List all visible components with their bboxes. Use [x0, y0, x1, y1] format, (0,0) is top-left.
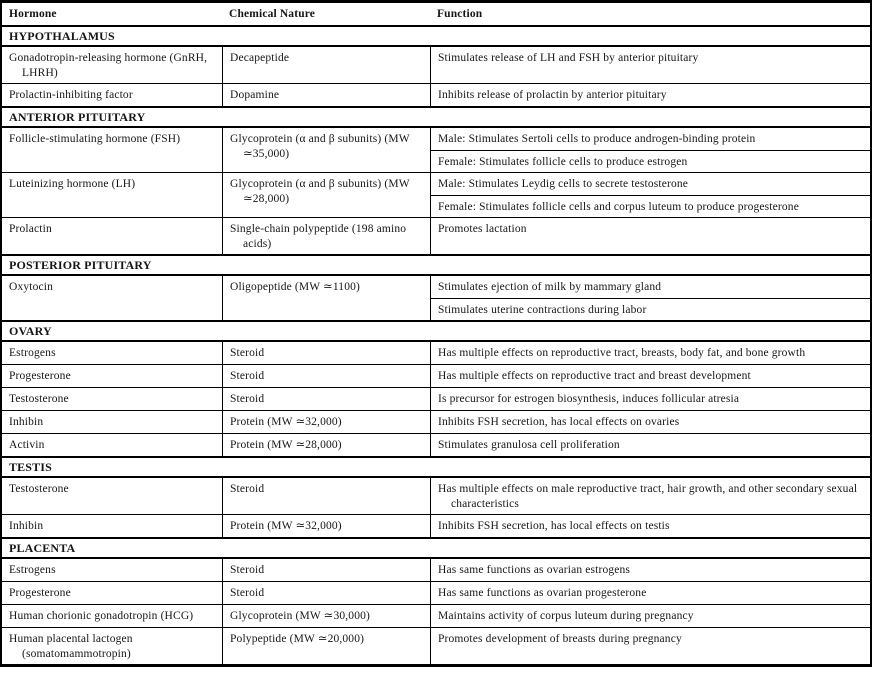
function-cell	[430, 515, 870, 537]
hormone-cell	[2, 478, 222, 514]
function-text: Promotes development of breasts during pregnancy	[438, 633, 682, 645]
hormone-name: Oxytocin	[9, 281, 53, 293]
chemical-nature-cell	[222, 173, 430, 217]
table-row	[2, 128, 870, 172]
function-subrow	[431, 276, 870, 298]
section-row	[2, 320, 870, 342]
hormone-cell	[2, 365, 222, 387]
function-subrow	[431, 342, 870, 364]
hormone-cell	[2, 434, 222, 456]
table-row	[2, 172, 870, 217]
hormone-cell	[2, 276, 222, 320]
chemical-nature-cell	[222, 478, 430, 514]
function-text: Is precursor for estrogen biosynthesis, induces follicular atresia	[438, 393, 740, 405]
function-cell	[430, 628, 870, 664]
function-subrow	[431, 628, 870, 664]
function-subrow	[431, 150, 870, 172]
function-subrow	[431, 298, 870, 320]
function-cell	[430, 411, 870, 433]
function-cell	[430, 128, 870, 172]
function-cell	[430, 173, 870, 217]
chemical-nature-text: Glycoprotein (α and β subunits) (MW ≃28,000)	[230, 178, 410, 205]
chemical-nature-text: Glycoprotein (α and β subunits) (MW ≃35,000)	[230, 133, 410, 160]
function-subrow	[431, 365, 870, 387]
hormone-cell	[2, 218, 222, 254]
table-row	[2, 217, 870, 254]
chemical-nature-cell	[222, 388, 430, 410]
function-text: Male: Stimulates Leydig cells to secrete testosterone	[438, 178, 689, 190]
section-title: OVARY	[9, 324, 52, 338]
hormone-cell	[2, 515, 222, 537]
hormone-name: Human chorionic gonadotropin (HCG)	[9, 610, 194, 622]
hormone-cell	[2, 388, 222, 410]
function-subrow	[431, 434, 870, 456]
table-row	[2, 627, 870, 664]
table-row	[2, 410, 870, 433]
chemical-nature-cell	[222, 47, 430, 83]
column-header-function: Function	[437, 8, 483, 20]
table-row	[2, 47, 870, 83]
function-subrow	[431, 128, 870, 150]
chemical-nature-cell	[222, 276, 430, 320]
chemical-nature-cell	[222, 628, 430, 664]
function-text: Inhibits FSH secretion, has local effects on ovaries	[438, 416, 680, 428]
chemical-nature-text: Protein (MW ≃32,000)	[230, 520, 342, 532]
table-row	[2, 364, 870, 387]
function-cell	[430, 365, 870, 387]
function-text: Promotes lactation	[438, 223, 527, 235]
chemical-nature-cell	[222, 365, 430, 387]
chemical-nature-cell	[222, 434, 430, 456]
chemical-nature-cell	[222, 559, 430, 581]
table-row	[2, 276, 870, 320]
hormone-name: Estrogens	[9, 564, 56, 576]
hormone-name: Testosterone	[9, 393, 69, 405]
table-body	[2, 25, 870, 664]
section-row	[2, 25, 870, 47]
chemical-nature-text: Oligopeptide (MW ≃1100)	[230, 281, 360, 293]
chemical-nature-text: Steroid	[230, 587, 265, 599]
function-subrow	[431, 478, 870, 514]
chemical-nature-text: Steroid	[230, 564, 265, 576]
hormone-name: Gonadotropin-releasing hormone (GnRH, LHRH)	[9, 52, 208, 79]
hormone-cell	[2, 342, 222, 364]
hormone-name: Prolactin-inhibiting factor	[9, 89, 133, 101]
function-subrow	[431, 559, 870, 581]
chemical-nature-cell	[222, 605, 430, 627]
function-text: Maintains activity of corpus luteum during pregnancy	[438, 610, 694, 622]
function-cell	[430, 47, 870, 83]
table-header	[2, 3, 870, 25]
hormone-name: Follicle-stimulating hormone (FSH)	[9, 133, 181, 145]
chemical-nature-cell	[222, 582, 430, 604]
chemical-nature-cell	[222, 218, 430, 254]
function-subrow	[431, 84, 870, 106]
function-text: Has same functions as ovarian estrogens	[438, 564, 631, 576]
function-cell	[430, 478, 870, 514]
column-header-hormone: Hormone	[9, 8, 57, 20]
hormone-cell	[2, 559, 222, 581]
section-row	[2, 456, 870, 478]
chemical-nature-text: Protein (MW ≃28,000)	[230, 439, 342, 451]
section-row	[2, 254, 870, 276]
hormone-name: Inhibin	[9, 520, 44, 532]
function-text: Has multiple effects on reproductive tract, breasts, body fat, and bone growth	[438, 347, 806, 359]
chemical-nature-cell	[222, 515, 430, 537]
function-cell	[430, 434, 870, 456]
chemical-nature-text: Steroid	[230, 483, 265, 495]
function-subrow	[431, 605, 870, 627]
chemical-nature-cell	[222, 411, 430, 433]
hormone-cell	[2, 605, 222, 627]
function-text: Inhibits release of prolactin by anterior pituitary	[438, 89, 667, 101]
function-subrow	[431, 195, 870, 217]
chemical-nature-cell	[222, 84, 430, 106]
function-subrow	[431, 515, 870, 537]
function-text: Stimulates uterine contractions during labor	[438, 304, 647, 316]
hormone-cell	[2, 582, 222, 604]
table-row	[2, 433, 870, 456]
chemical-nature-text: Steroid	[230, 370, 265, 382]
function-subrow	[431, 388, 870, 410]
chemical-nature-text: Protein (MW ≃32,000)	[230, 416, 342, 428]
chemical-nature-text: Dopamine	[230, 89, 280, 101]
function-subrow	[431, 173, 870, 195]
function-text: Inhibits FSH secretion, has local effects on testis	[438, 520, 670, 532]
hormone-cell	[2, 173, 222, 217]
table-row	[2, 83, 870, 106]
function-text: Female: Stimulates follicle cells to produce estrogen	[438, 156, 688, 168]
function-text: Has multiple effects on male reproductive tract, hair growth, and other secondary sexual characteristics	[438, 483, 858, 510]
chemical-nature-cell	[222, 128, 430, 172]
column-header-chemical-nature: Chemical Nature	[229, 8, 316, 20]
hormone-name: Progesterone	[9, 370, 71, 382]
function-text: Stimulates granulosa cell proliferation	[438, 439, 620, 451]
hormone-cell	[2, 47, 222, 83]
hormone-cell	[2, 84, 222, 106]
function-text: Stimulates ejection of milk by mammary gland	[438, 281, 662, 293]
hormone-cell	[2, 411, 222, 433]
function-text: Has multiple effects on reproductive tract and breast development	[438, 370, 751, 382]
section-title: HYPOTHALAMUS	[9, 29, 115, 43]
chemical-nature-text: Glycoprotein (MW ≃30,000)	[230, 610, 370, 622]
function-cell	[430, 605, 870, 627]
section-row	[2, 106, 870, 128]
section-title: PLACENTA	[9, 541, 76, 555]
table-row	[2, 342, 870, 364]
chemical-nature-text: Polypeptide (MW ≃20,000)	[230, 633, 365, 645]
chemical-nature-cell	[222, 342, 430, 364]
function-subrow	[431, 47, 870, 83]
function-subrow	[431, 411, 870, 433]
function-text: Stimulates release of LH and FSH by anterior pituitary	[438, 52, 699, 64]
table-row	[2, 604, 870, 627]
table-row	[2, 514, 870, 537]
function-text: Male: Stimulates Sertoli cells to produce androgen-binding protein	[438, 133, 756, 145]
function-subrow	[431, 218, 870, 254]
hormone-cell	[2, 628, 222, 664]
section-title: POSTERIOR PITUITARY	[9, 258, 152, 272]
hormone-name: Estrogens	[9, 347, 56, 359]
function-cell	[430, 218, 870, 254]
hormone-name: Prolactin	[9, 223, 52, 235]
table-row	[2, 581, 870, 604]
hormone-name: Activin	[9, 439, 45, 451]
function-cell	[430, 276, 870, 320]
function-text: Female: Stimulates follicle cells and corpus luteum to produce progesterone	[438, 201, 799, 213]
chemical-nature-text: Steroid	[230, 347, 265, 359]
chemical-nature-text: Single-chain polypeptide (198 amino acids)	[230, 223, 407, 250]
function-cell	[430, 84, 870, 106]
hormone-name: Inhibin	[9, 416, 44, 428]
function-cell	[430, 342, 870, 364]
function-subrow	[431, 582, 870, 604]
function-cell	[430, 582, 870, 604]
function-cell	[430, 388, 870, 410]
hormone-name: Human placental lactogen (somatomammotropin)	[9, 633, 133, 660]
function-text: Has same functions as ovarian progesterone	[438, 587, 647, 599]
chemical-nature-text: Steroid	[230, 393, 265, 405]
hormone-cell	[2, 128, 222, 172]
function-cell	[430, 559, 870, 581]
hormone-name: Progesterone	[9, 587, 71, 599]
hormone-name: Testosterone	[9, 483, 69, 495]
section-title: TESTIS	[9, 460, 52, 474]
section-row	[2, 537, 870, 559]
table-row	[2, 478, 870, 514]
chemical-nature-text: Decapeptide	[230, 52, 290, 64]
section-title: ANTERIOR PITUITARY	[9, 110, 146, 124]
table-row	[2, 387, 870, 410]
table-row	[2, 559, 870, 581]
hormone-name: Luteinizing hormone (LH)	[9, 178, 136, 190]
